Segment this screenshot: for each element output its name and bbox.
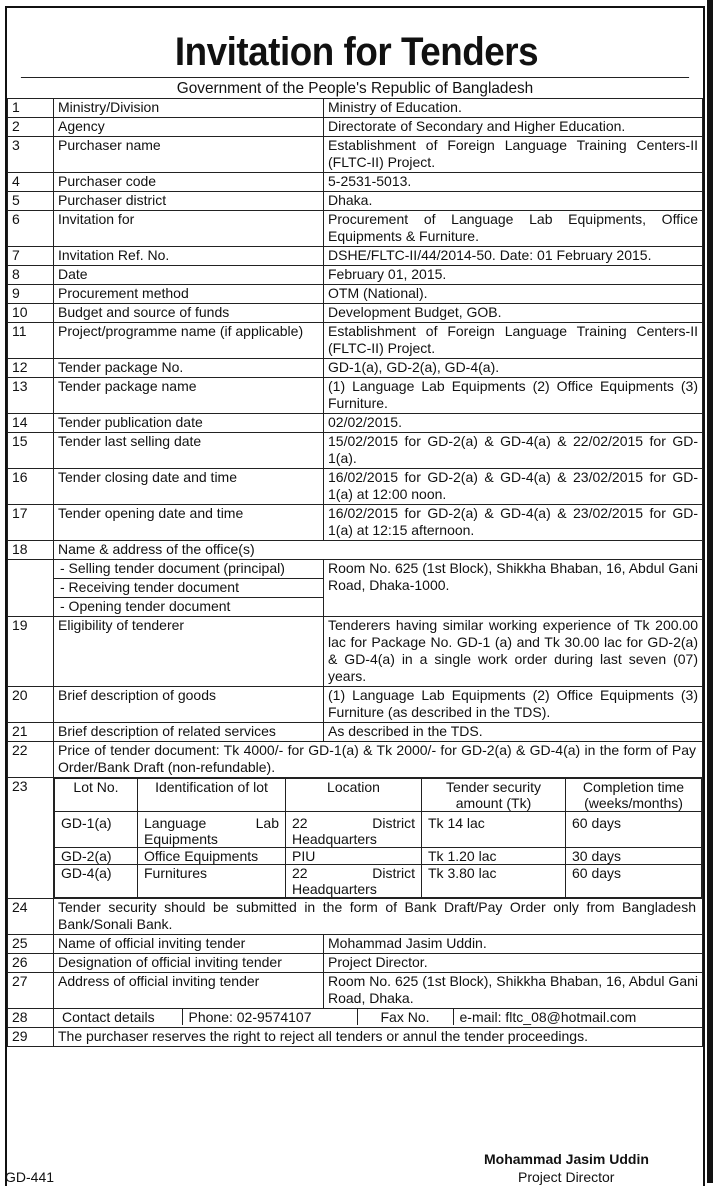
header-identification: Identification of lot <box>138 779 286 812</box>
lot-security: Tk 1.20 lac <box>422 848 566 865</box>
table-row <box>8 1009 703 1028</box>
row-number: 18 <box>8 541 54 560</box>
field-label: Brief description of related services <box>54 723 324 742</box>
header-completion: Completion time (weeks/months) <box>566 779 702 812</box>
field-value: (1) Language Lab Equipments (2) Office Equipments (3) Furniture (as described in the TDS). <box>324 687 703 723</box>
field-value: Tenderers having similar working experience of Tk 200.00 lac for Package No. GD-1 (a) and Tk 30.00 lac for GD-2(a) & GD-4(a) in a single work order during last seven (07) years. <box>324 617 703 687</box>
row-number: 25 <box>8 935 54 954</box>
table-row <box>8 1028 703 1047</box>
contact-table <box>54 1009 702 1025</box>
row-number: 4 <box>8 173 54 192</box>
lot-security: Tk 14 lac <box>422 812 566 848</box>
row-number: 6 <box>8 211 54 247</box>
field-value: GD-1(a), GD-2(a), GD-4(a). <box>324 359 703 378</box>
lot-row <box>55 848 702 865</box>
row-number: 2 <box>8 118 54 137</box>
field-label: Tender package name <box>54 378 324 414</box>
field-value: 16/02/2015 for GD-2(a) & GD-4(a) & 23/02/2015 for GD-1(a) at 12:00 noon. <box>324 469 703 505</box>
row-number: 15 <box>8 433 54 469</box>
row-number: 12 <box>8 359 54 378</box>
table-row <box>8 247 703 266</box>
notice-title: Invitation for Tenders <box>174 30 539 74</box>
row-number: 19 <box>8 617 54 687</box>
lot-location: 22 District Headquarters <box>286 865 422 898</box>
lot-location: 22 District Headquarters <box>286 812 422 848</box>
field-value: DSHE/FLTC-II/44/2014-50. Date: 01 February 2015. <box>324 247 703 266</box>
row-number: 28 <box>8 1009 54 1028</box>
lot-identification: Office Equipments <box>138 848 286 865</box>
office-receiving-label: - Receiving tender document <box>54 579 324 598</box>
row-number: 23 <box>8 778 54 899</box>
signatory-title: Project Director <box>518 1169 615 1185</box>
government-heading: Government of the People's Republic of Bangladesh <box>21 77 689 98</box>
table-row <box>8 192 703 211</box>
table-row <box>8 778 703 899</box>
row-number: 1 <box>8 99 54 118</box>
table-row <box>8 323 703 359</box>
field-label: Date <box>54 266 324 285</box>
table-row <box>8 973 703 1009</box>
row-number: 20 <box>8 687 54 723</box>
field-label: Name of official inviting tender <box>54 935 324 954</box>
field-label: Brief description of goods <box>54 687 324 723</box>
field-value: Procurement of Language Lab Equipments, Office Equipments & Furniture. <box>324 211 703 247</box>
field-label: Tender package No. <box>54 359 324 378</box>
row-number: 27 <box>8 973 54 1009</box>
table-row <box>8 118 703 137</box>
field-label: Project/programme name (if applicable) <box>54 323 324 359</box>
lot-completion: 60 days <box>566 865 702 898</box>
row-number: 29 <box>8 1028 54 1047</box>
lot-security: Tk 3.80 lac <box>422 865 566 898</box>
field-value: (1) Language Lab Equipments (2) Office Equipments (3) Furniture. <box>324 378 703 414</box>
row-number: 5 <box>8 192 54 211</box>
lot-no: GD-1(a) <box>55 812 138 848</box>
row-number: 13 <box>8 378 54 414</box>
field-label: Procurement method <box>54 285 324 304</box>
row-number: 21 <box>8 723 54 742</box>
contact-email: e-mail: fltc_08@hotmail.com <box>453 1009 702 1025</box>
office-selling-label: - Selling tender document (principal) <box>54 560 324 579</box>
field-value: Mohammad Jasim Uddin. <box>324 935 703 954</box>
lot-row <box>55 812 702 848</box>
field-label: Invitation Ref. No. <box>54 247 324 266</box>
table-row <box>8 742 703 778</box>
table-row <box>8 541 703 560</box>
field-label: Tender opening date and time <box>54 505 324 541</box>
table-row <box>8 173 703 192</box>
tender-document-price: Price of tender document: Tk 4000/- for GD-1(a) & Tk 2000/- for GD-2(a) & GD-4(a) in the form of Pay Order/Bank Draft (non-refundable). <box>54 742 703 778</box>
header-security: Tender security amount (Tk) <box>422 779 566 812</box>
field-label: Purchaser district <box>54 192 324 211</box>
field-label: Designation of official inviting tender <box>54 954 324 973</box>
field-value: Directorate of Secondary and Higher Education. <box>324 118 703 137</box>
table-row <box>8 266 703 285</box>
row-number: 26 <box>8 954 54 973</box>
tender-security-note: Tender security should be submitted in the form of Bank Draft/Pay Order only from Bangladesh Bank/Sonali Bank. <box>54 899 703 935</box>
table-row <box>8 469 703 505</box>
field-label: Ministry/Division <box>54 99 324 118</box>
field-label: Tender last selling date <box>54 433 324 469</box>
table-row <box>8 723 703 742</box>
row-number: 16 <box>8 469 54 505</box>
field-label: Purchaser code <box>54 173 324 192</box>
lot-identification: Furnitures <box>138 865 286 898</box>
row-number: 14 <box>8 414 54 433</box>
lot-no: GD-2(a) <box>55 848 138 865</box>
field-value: Ministry of Education. <box>324 99 703 118</box>
field-value: 02/02/2015. <box>324 414 703 433</box>
table-row <box>8 433 703 469</box>
table-row <box>8 211 703 247</box>
office-opening-label: - Opening tender document <box>54 598 324 617</box>
contact-details-cell <box>54 1009 703 1028</box>
table-row <box>8 954 703 973</box>
lot-table-cell <box>54 778 703 899</box>
table-row <box>8 137 703 173</box>
field-value: As described in the TDS. <box>324 723 703 742</box>
contact-details-label: Contact details <box>54 1009 182 1025</box>
lot-row <box>55 865 702 898</box>
purchaser-rights-note: The purchaser reserves the right to reject all tenders or annul the tender proceedings. <box>54 1028 703 1047</box>
field-value: OTM (National). <box>324 285 703 304</box>
signatory-name: Mohammad Jasim Uddin <box>484 1151 649 1167</box>
table-row <box>8 414 703 433</box>
field-label: Tender closing date and time <box>54 469 324 505</box>
page-edge-bar <box>707 0 713 1183</box>
table-row <box>8 617 703 687</box>
field-label: Address of official inviting tender <box>54 973 324 1009</box>
field-value: February 01, 2015. <box>324 266 703 285</box>
table-row <box>8 285 703 304</box>
field-label: Tender publication date <box>54 414 324 433</box>
lot-no: GD-4(a) <box>55 865 138 898</box>
table-row <box>8 359 703 378</box>
field-label: Invitation for <box>54 211 324 247</box>
row-number: 10 <box>8 304 54 323</box>
table-row <box>8 99 703 118</box>
row-number: 7 <box>8 247 54 266</box>
notice-code: GD-441 <box>5 1169 55 1185</box>
row-number: 3 <box>8 137 54 173</box>
field-value: Dhaka. <box>324 192 703 211</box>
field-label: Purchaser name <box>54 137 324 173</box>
table-row <box>8 899 703 935</box>
field-value: Room No. 625 (1st Block), Shikkha Bhaban, 16, Abdul Gani Road, Dhaka. <box>324 973 703 1009</box>
row-number: 17 <box>8 505 54 541</box>
field-label: Agency <box>54 118 324 137</box>
row-number: 11 <box>8 323 54 359</box>
contact-phone: Phone: 02-9574107 <box>182 1009 357 1025</box>
row-number: 22 <box>8 742 54 778</box>
tender-table <box>7 98 703 1047</box>
lot-table-header <box>55 779 702 812</box>
header-location: Location <box>286 779 422 812</box>
table-row <box>8 560 703 579</box>
table-row <box>8 505 703 541</box>
row-number: 9 <box>8 285 54 304</box>
header-lot-no: Lot No. <box>55 779 138 812</box>
office-address: Room No. 625 (1st Block), Shikkha Bhaban, 16, Abdul Gani Road, Dhaka-1000. <box>324 560 703 617</box>
field-value: 5-2531-5013. <box>324 173 703 192</box>
table-row <box>8 687 703 723</box>
field-value: 15/02/2015 for GD-2(a) & GD-4(a) & 22/02/2015 for GD-1(a). <box>324 433 703 469</box>
field-value: Establishment of Foreign Language Training Centers-II (FLTC-II) Project. <box>324 323 703 359</box>
contact-fax: Fax No. <box>357 1009 453 1025</box>
row-number: 24 <box>8 899 54 935</box>
field-value: 16/02/2015 for GD-2(a) & GD-4(a) & 23/02/2015 for GD-1(a) at 12:15 afternoon. <box>324 505 703 541</box>
lot-identification: Language Lab Equipments <box>138 812 286 848</box>
field-label: Budget and source of funds <box>54 304 324 323</box>
table-row <box>8 935 703 954</box>
lot-location: PIU <box>286 848 422 865</box>
lot-completion: 30 days <box>566 848 702 865</box>
field-value: Development Budget, GOB. <box>324 304 703 323</box>
field-label: Name & address of the office(s) <box>54 541 703 560</box>
row-number: 8 <box>8 266 54 285</box>
table-row <box>8 378 703 414</box>
field-value: Establishment of Foreign Language Training Centers-II (FLTC-II) Project. <box>324 137 703 173</box>
table-row <box>8 304 703 323</box>
lot-completion: 60 days <box>566 812 702 848</box>
field-label: Eligibility of tenderer <box>54 617 324 687</box>
field-value: Project Director. <box>324 954 703 973</box>
lot-table <box>54 778 702 898</box>
